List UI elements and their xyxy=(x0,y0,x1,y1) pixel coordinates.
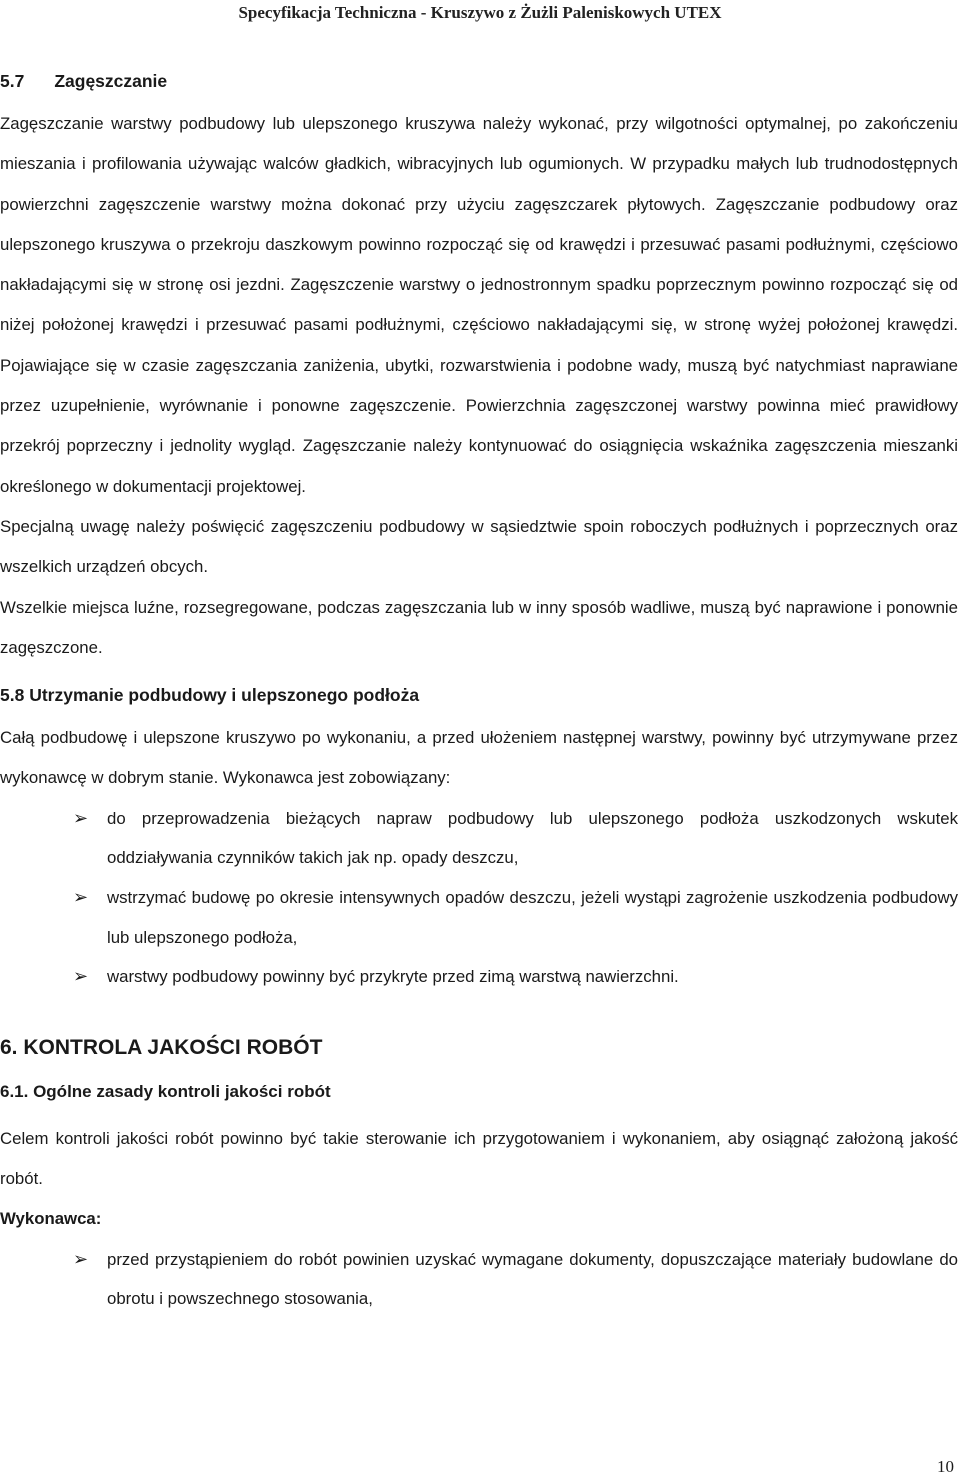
list-item-text: warstwy podbudowy powinny być przykryte przed zimą warstwą nawierzchni. xyxy=(107,967,679,987)
list-item-text: wstrzymać budowę po okresie intensywnych opadów deszczu, jeżeli wystąpi zagrożenie uszkodzenia podbudowy lub ulepszonego podłoża, xyxy=(107,887,958,947)
list-item xyxy=(0,799,958,878)
wykonawca-label: Wykonawca: xyxy=(0,1209,102,1229)
section-title: Utrzymanie podbudowy i ulepszonego podłoża xyxy=(29,685,420,706)
chapter-heading: 6. KONTROLA JAKOŚCI ROBÓT xyxy=(0,1035,323,1059)
list-item xyxy=(0,878,958,957)
section-heading-5-7 xyxy=(0,68,958,94)
paragraph: Całą podbudowę i ulepszone kruszywo po wykonaniu, a przed ułożeniem następnej warstwy, powinny być utrzymywane przez wykonawcę w dobrym stanie. Wykonawca jest zobowiązany: xyxy=(0,728,958,788)
subsection-heading: 6.1. Ogólne zasady kontroli jakości robót xyxy=(0,1081,331,1101)
arrowhead-bullet-icon: ➢ xyxy=(73,966,89,987)
bullet-list xyxy=(0,799,958,997)
document-body xyxy=(0,68,958,1319)
section-heading-5-8 xyxy=(0,682,958,708)
arrowhead-bullet-icon: ➢ xyxy=(73,886,89,907)
arrowhead-bullet-icon: ➢ xyxy=(73,807,89,828)
paragraph: Zagęszczanie warstwy podbudowy lub ulepszonego kruszywa należy wykonać, przy wilgotności optymalnej, po zakończeniu mieszania i profilowania używając walców gładkich, wibracyjnych lub ogumionych. W przypadku małych lub trudnodostępnych powierzchni zagęszczenie warstwy można dokonać przy użyciu zagęszczarek płytowych. Zagęszczanie podbudowy oraz ulepszonego kruszywa o przekroju daszkowym powinno rozpocząć się od krawędzi i przesuwać pasami podłużnymi, częściowo nakładającymi się w stronę osi jezdni. Zagęszczenie warstwy o jednostronnym spadku poprzecznym powinno rozpocząć się od niżej położonej krawędzi i przesuwać pasami podłużnymi, częściowo nakładającymi się, w stronę wyżej położonej krawędzi. Pojawiające się w czasie zagęszczania zaniżenia, ubytki, rozwarstwienia i podobne wady, muszą być natychmiast naprawiane przez uzupełnienie, wyrównanie i ponowne zagęszczenie. Powierzchnia zagęszczonej warstwy powinna mieć prawidłowy przekrój poprzeczny i jednolity wygląd. Zagęszczanie należy kontynuować do osiągnięcia wskaźnika zagęszczenia mieszanki określonego w dokumentacji projektowej. xyxy=(0,114,958,496)
paragraph: Wszelkie miejsca luźne, rozsegregowane, podczas zagęszczania lub w inny sposób wadliwe, muszą być naprawione i ponownie zagęszczone. xyxy=(0,597,958,657)
paragraph: Specjalną uwagę należy poświęcić zagęszczeniu podbudowy w sąsiedztwie spoin roboczych podłużnych i poprzecznych oraz wszelkich urządzeń obcych. xyxy=(0,516,958,577)
arrowhead-bullet-icon: ➢ xyxy=(73,1248,89,1269)
list-item xyxy=(0,957,958,997)
bullet-list xyxy=(0,1240,958,1319)
paragraph: Celem kontroli jakości robót powinno być takie sterowanie ich przygotowaniem i wykonaniem, aby osiągnąć założoną jakość robót. xyxy=(0,1128,958,1189)
section-number: 5.8 xyxy=(0,685,25,706)
page-header: Specyfikacja Techniczna - Kruszywo z Żużli Paleniskowych UTEX xyxy=(238,3,722,22)
page-number: 10 xyxy=(937,1457,954,1476)
list-item-text: do przeprowadzenia bieżących napraw podbudowy lub ulepszonego podłoża uszkodzonych wskutek oddziaływania czynników takich jak np. opady deszczu, xyxy=(107,808,958,868)
list-item xyxy=(0,1240,958,1319)
section-title: Zagęszczanie xyxy=(54,71,168,91)
list-item-text: przed przystąpieniem do robót powinien uzyskać wymagane dokumenty, dopuszczające materiały budowlane do obrotu i powszechnego stosowania, xyxy=(107,1249,958,1309)
section-number: 5.7 xyxy=(0,71,25,91)
